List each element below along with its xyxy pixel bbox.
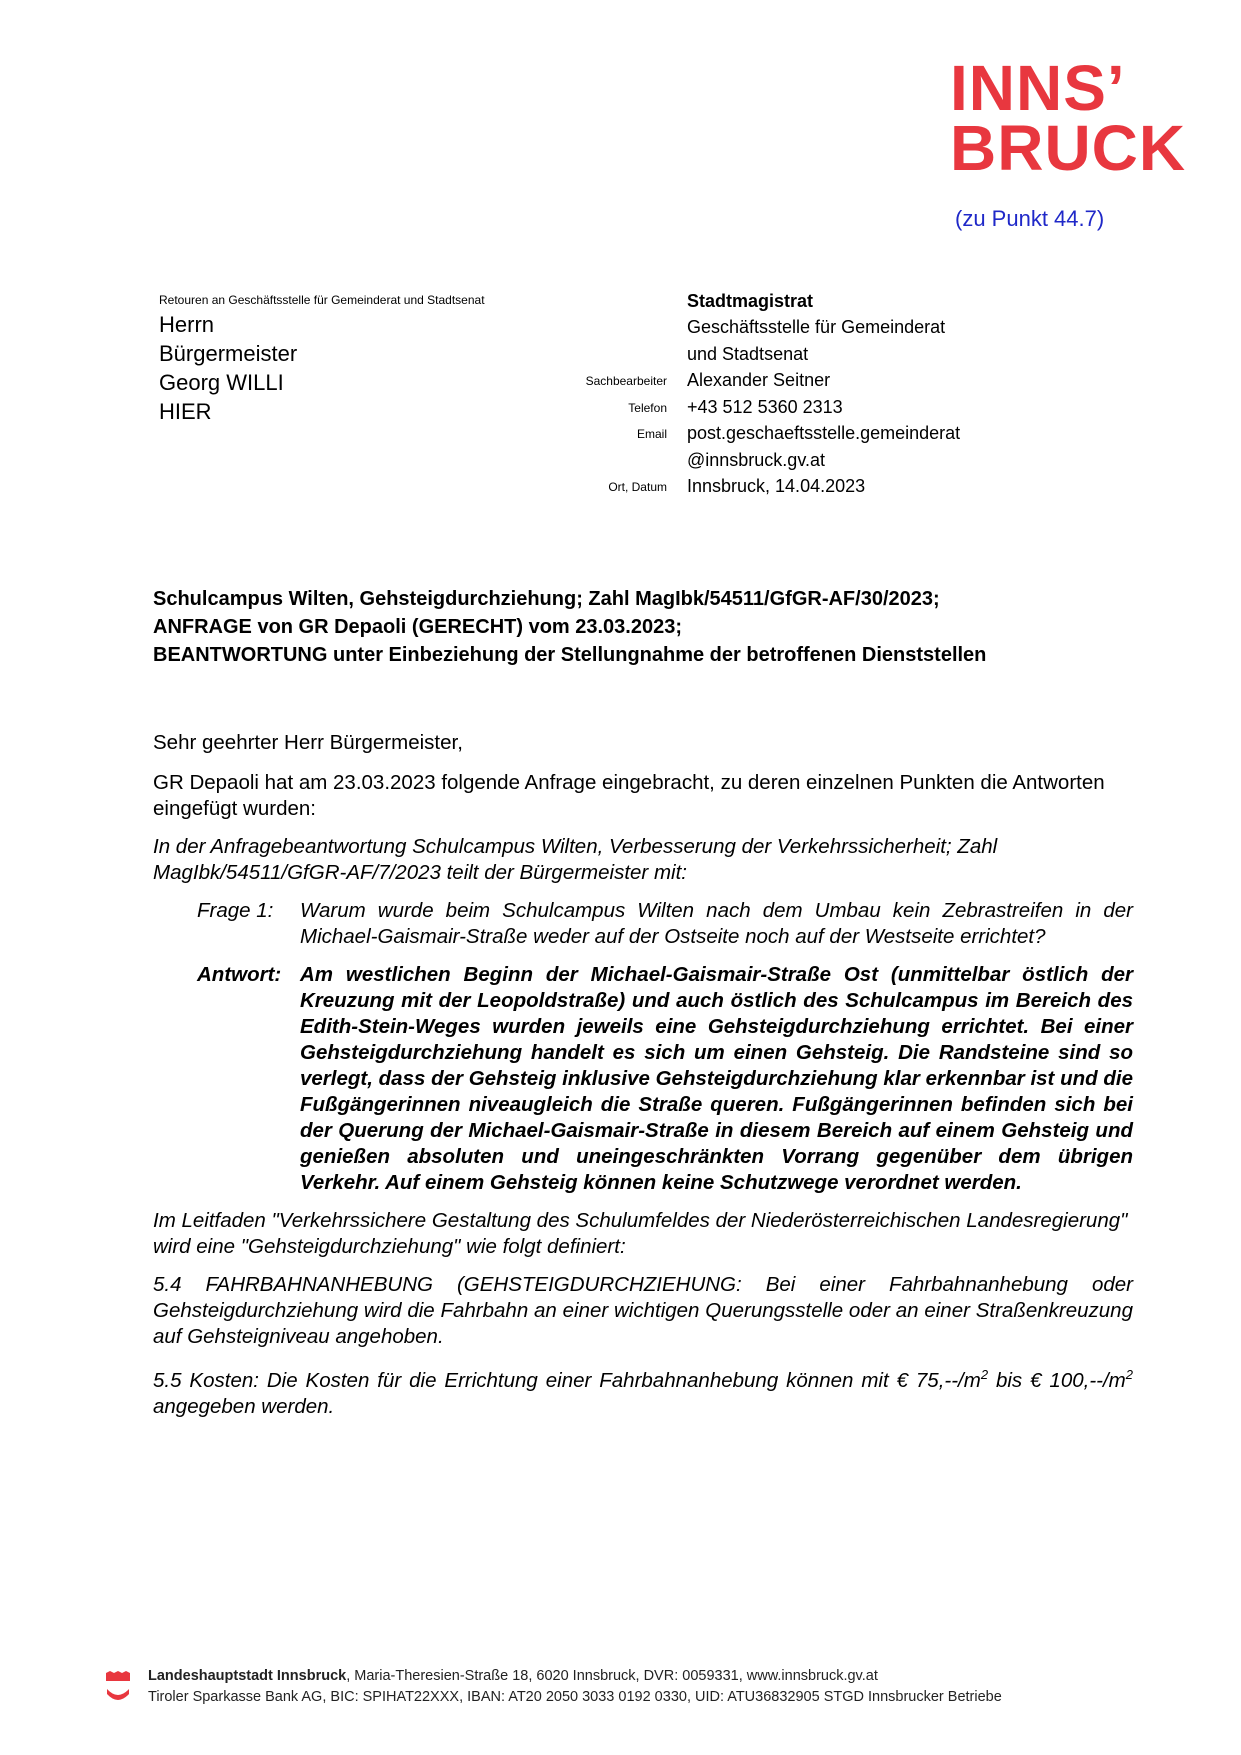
sender-info [560, 285, 960, 497]
phone-label: Telefon [628, 400, 667, 415]
email-address-cont: @innsbruck.gv.at [687, 449, 825, 470]
question-block [197, 898, 1133, 950]
sender-org: Stadtmagistrat [687, 290, 814, 311]
email-label: Email [636, 427, 667, 441]
clerk-label: Sachbearbeiter [585, 374, 667, 388]
date-label: Ort, Datum [608, 480, 667, 494]
context-paragraph: In der Anfragebeantwortung Schulcampus Wilten, Verbesserung der Verkehrssicherheit; Zahl MagIbk/54511/GfGR-AF/7/2023 teilt der Bürgermeister mit: [153, 835, 998, 884]
answer-block [197, 962, 1133, 1196]
subject-line: BEANTWORTUNG unter Einbeziehung der Stellungnahme der betroffenen Dienststellen [153, 644, 987, 666]
question-text: Warum wurde beim Schulcampus Wilten nach dem Umbau kein Zebrastreifen in der Michael-Gaismair-Straße weder auf der Ostseite noch auf der Westseite errichtet? [300, 899, 1133, 948]
intro-paragraph: GR Depaoli hat am 23.03.2023 folgende Anfrage eingebracht, zu deren einzelnen Punkten die Antworten eingefügt wurden: [153, 771, 1105, 820]
answer-label: Antwort: [197, 963, 282, 986]
email-address: post.geschaeftsstelle.gemeinderat [687, 423, 961, 443]
definition-5-5: 5.5 Kosten: Die Kosten für die Errichtung einer Fahrbahnanhebung können mit € $75,--/m^2$ bis € $100,--/m^2$ angegeben werden. [153, 1367, 1133, 1418]
sender-dept: Geschäftsstelle für Gemeinderat [687, 317, 946, 337]
reference-note: (zu Punkt 44.7) [955, 206, 1105, 231]
recipient-line: Herrn [159, 312, 215, 337]
subject-line: ANFRAGE von GR Depaoli (GERECHT) vom 23.03.2023; [153, 616, 683, 638]
recipient-line: HIER [159, 399, 212, 424]
city-coat-of-arms-icon [104, 1669, 132, 1705]
footer-line-1: Landeshauptstadt Innsbruck, Maria-Theresien-Straße 18, 6020 Innsbruck, DVR: 0059331, www.innsbruck.gv.at [148, 1668, 878, 1684]
definition-5-4: 5.4 FAHRBAHNANHEBUNG (GEHSTEIGDURCHZIEHUNG: Bei einer Fahrbahnanhebung oder Gehsteigdurchziehung wird die Fahrbahn an einer wichtigen Querungsstelle oder an einer Straßenkreuzung auf Gehsteigniveau angehoben. [153, 1273, 1133, 1348]
letter-body [153, 730, 1133, 1432]
recipient-line: Georg WILLI [159, 370, 284, 395]
letter-date: Innsbruck, 14.04.2023 [687, 476, 866, 496]
subject-line: Schulcampus Wilten, Gehsteigdurchziehung; Zahl MagIbk/54511/GfGR-AF/30/2023; [153, 588, 940, 610]
salutation: Sehr geehrter Herr Bürgermeister, [153, 731, 463, 754]
answer-text: Am westlichen Beginn der Michael-Gaismair-Straße Ost (unmittelbar östlich der Kreuzung mit der Leopoldstraße) und auch östlich des Schulcampus im Bereich des Edith-Stein-Weges wurden jeweils eine Gehsteigdurchziehung errichtet. Bei einer Gehsteigdurchziehung handelt es sich um einen Gehsteig. Die Randsteine sind so verlegt, dass der Gehsteig inklusive Gehsteigdurchziehung klar erkennbar ist und die Fußgängerinnen niveaugleich die Straße queren. Fußgängerinnen befinden sich bei der Querung der Michael-Gaismair-Straße in diesem Bereich auf einem Gehsteig und genießen absoluten und uneingeschränkten Vorrang gegenüber dem übrigen Verkehr. Auf einem Gehsteig können keine Schutzwege verordnet werden. [300, 963, 1133, 1194]
logo-line-2: BRUCK [950, 112, 1187, 184]
recipient-line: Bürgermeister [159, 341, 298, 366]
recipient-address [159, 310, 297, 426]
guideline-paragraph: Im Leitfaden "Verkehrssichere Gestaltung des Schulumfeldes der Niederösterreichischen Landesregierung" wird eine "Gehsteigdurchziehung" wie folgt definiert: [153, 1209, 1128, 1258]
return-address-line: Retouren an Geschäftsstelle für Gemeinderat und Stadtsenat [159, 293, 485, 307]
phone-number: +43 512 5360 2313 [687, 396, 843, 417]
sender-dept: und Stadtsenat [687, 343, 809, 364]
logo-line-1: INNS’ [950, 52, 1126, 124]
question-label: Frage 1: [197, 899, 274, 922]
footer-line-2: Tiroler Sparkasse Bank AG, BIC: SPIHAT22XXX, IBAN: AT20 2050 3033 0192 0330, UID: ATU36832905 STGD Innsbrucker Betriebe [148, 1689, 1002, 1705]
clerk-name: Alexander Seitner [687, 370, 831, 390]
letter-subject [153, 585, 1133, 669]
footer-text [148, 1666, 1002, 1708]
innsbruck-logo [950, 52, 1190, 184]
